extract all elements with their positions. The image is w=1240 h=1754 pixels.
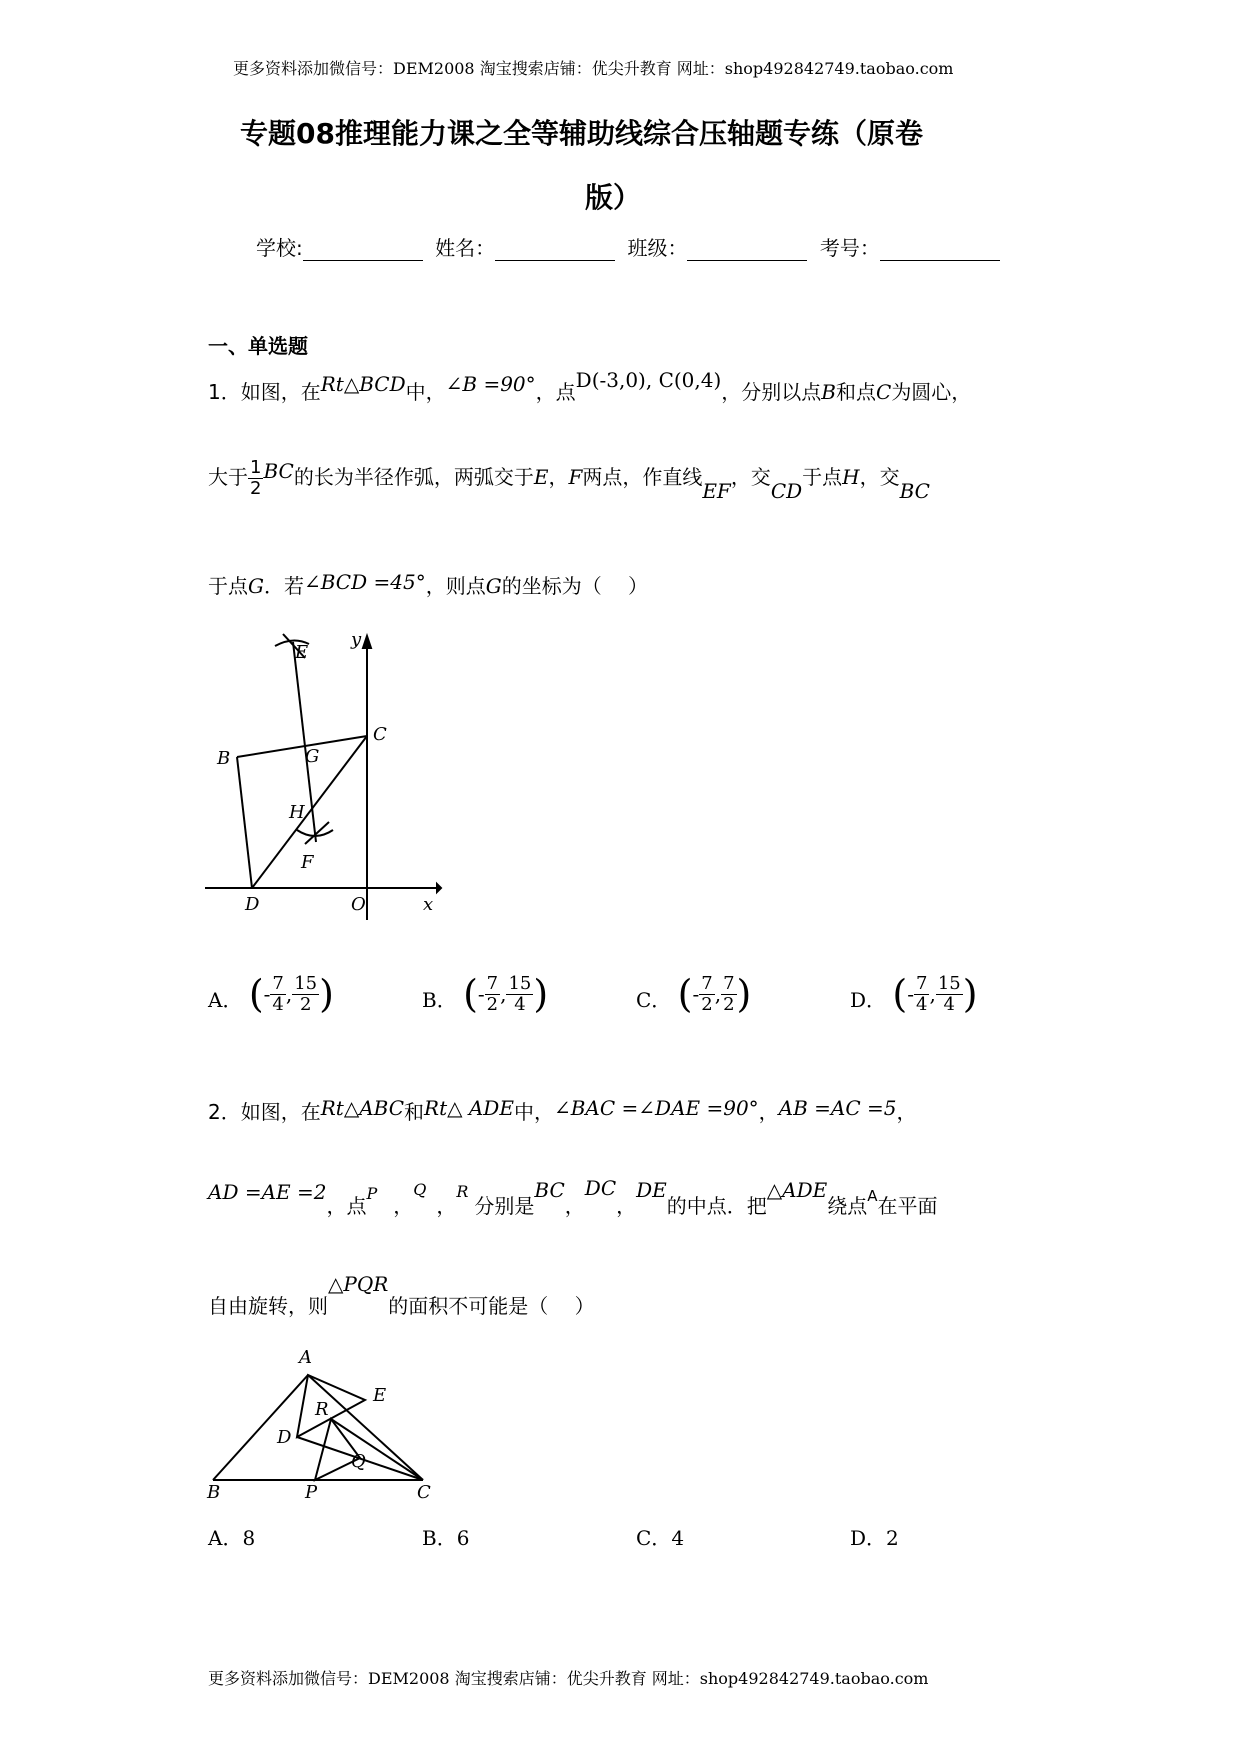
school-field[interactable] [303,238,423,261]
denominator: 2 [486,993,499,1015]
q1-text: 中， [405,380,446,404]
q1-point-c: C [876,380,892,404]
fraction [292,974,319,1015]
name-label: 姓名： [435,236,496,260]
fraction-denominator: 2 [250,477,262,499]
student-info-fields [256,232,1006,261]
q1-text: ， [548,464,569,489]
exam-number-label: 考号： [819,236,880,260]
q1-options [208,972,1208,1036]
denominator: 2 [701,993,713,1015]
label-q: Q [351,1451,366,1472]
denominator: 2 [299,993,312,1015]
q1-text: 大于 [208,464,248,489]
option-letter: A． [208,988,243,1012]
label-r: R [315,1399,329,1420]
q2-equation: AD =AE =2 [208,1180,327,1204]
denominator: 2 [723,993,735,1015]
numerator: 7 [723,972,735,994]
numerator: 7 [272,972,284,994]
label-e: E [295,642,309,663]
q2-text: ， [393,1194,414,1218]
numerator: 15 [508,972,532,994]
q1-angle: ∠BCD =45° [303,570,426,594]
q2-text: ， [616,1194,637,1218]
label-x: x [423,894,434,915]
segment-bd [237,757,252,888]
option-coordinates: ( - $\frac{7}{4}$ , $\frac{15}{2}$ ) [248,972,334,1016]
numerator: 7 [916,972,928,994]
label-c: C [373,724,387,745]
q1-text: 于点 [208,574,248,598]
q2-segment-dc: DC [584,1176,617,1200]
q2-text: 的中点．把 [666,1194,767,1218]
fraction [936,974,963,1015]
numerator: 15 [937,972,961,994]
exam-number-field[interactable] [880,238,1000,261]
fraction [485,974,500,1015]
option-letter: C． [636,988,672,1012]
option-letter: A． [208,1526,243,1550]
label-o: O [351,894,366,915]
q1-text: ，交 [730,464,771,489]
q1-half-fraction [248,458,263,499]
q1-text: ．若 [263,574,304,598]
sign: - [263,982,271,1006]
y-axis-arrow [363,636,371,648]
name-field[interactable] [495,238,615,261]
option-coordinates: ( - $\frac{7}{2}$ , $\frac{15}{4}$ ) [463,972,549,1016]
q2-triangle-ade: Rt△ ADE [424,1096,514,1120]
q1-segment-cd: CD [770,478,803,503]
q1-option-b[interactable] [422,972,548,1016]
fraction [699,974,714,1015]
fraction [721,974,736,1015]
option-coordinates: ( - $\frac{7}{2}$ , $\frac{7}{2}$ ) [677,972,752,1016]
page-header: 更多资料添加微信号：DEM2008 淘宝搜索店铺：优尖升教育 网址：shop492842749.taobao.com [233,59,954,78]
q2-option-d[interactable] [850,1522,899,1551]
fraction [506,974,533,1015]
q2-triangle-ade: △ADE [766,1178,828,1202]
q1-line-ef: EF [702,478,731,503]
q1-text: 和点 [836,380,876,404]
q1-text: 1．如图，在 [208,380,321,404]
q2-line2 [208,1176,938,1219]
q1-triangle: Rt△BCD [320,372,406,396]
option-letter: B． [422,1526,457,1550]
denominator: 4 [943,993,955,1015]
q1-text: ，交 [859,464,900,489]
q2-text: 绕点 [827,1194,868,1218]
triangle-ade [297,1375,365,1437]
q1-text: 于点 [802,464,843,489]
q1-figure [205,630,445,920]
q2-text: ， [436,1194,457,1218]
sign: - [907,982,914,1006]
q2-text: 和 [404,1100,425,1124]
numerator: 15 [294,972,318,994]
class-label: 班级： [627,236,688,260]
q2-text: ，点 [326,1194,367,1218]
q2-option-b[interactable] [422,1522,469,1551]
sign: - [692,982,700,1006]
section-heading: 一、单选题 [208,334,308,358]
q1-text: 为圆心， [891,380,972,404]
q2-text: ， [564,1194,585,1218]
class-field[interactable] [687,238,807,261]
label-b: B [207,1482,221,1500]
segment-ab [213,1375,308,1480]
fraction [914,974,929,1015]
q1-text: 的长为半径作弧，两弧交于 [293,464,534,489]
q1-text: 的坐标为（ ） [501,574,649,598]
q2-point-r: R [456,1182,469,1201]
q2-line3 [208,1272,595,1319]
q2-options [208,1522,1208,1552]
label-d: D [277,1427,292,1448]
option-letter: B． [422,988,457,1012]
q2-text: 在平面 [877,1194,938,1218]
q2-triangle-pqr: △PQR [328,1272,389,1296]
q1-angle: ∠B =90° [445,372,536,396]
sign: - [477,982,485,1006]
denominator: 4 [272,993,284,1015]
q2-segment-bc: BC [534,1178,565,1202]
q2-text: 的面积不可能是（ ） [388,1294,595,1318]
q2-option-c[interactable] [636,1522,684,1551]
page-footer: 更多资料添加微信号：DEM2008 淘宝搜索店铺：优尖升教育 网址：shop492842749.taobao.com [208,1669,929,1688]
q1-option-a[interactable] [208,972,334,1016]
q1-point-f: F [568,464,583,489]
label-a: A [299,1347,312,1368]
option-letter: C． [636,1526,672,1550]
q1-segment-bc: BC [899,478,930,503]
q1-segment-bc: BC [263,458,294,483]
page-title: 专题08推理能力课之全等辅助线综合压轴题专练（原卷 [240,117,923,150]
option-coordinates: ( - $\frac{7}{4}$ , $\frac{15}{4}$ ) [892,972,978,1016]
label-p: P [305,1482,318,1500]
q2-text: ， [896,1100,917,1124]
option-letter: D． [850,1526,887,1550]
denominator: 4 [916,993,928,1015]
q2-figure [205,1345,450,1500]
label-b: B [217,748,231,769]
numerator: 7 [486,972,499,994]
q1-option-d[interactable] [850,972,978,1016]
fraction-numerator: 1 [250,457,262,478]
q1-text: ，点 [535,380,576,404]
q1-point-g: G [485,574,502,598]
option-value: 2 [886,1526,899,1550]
q2-equation: AB =AC =5 [778,1096,897,1120]
q2-point-p: P [366,1184,378,1203]
denominator: 4 [514,993,526,1015]
q2-angle: ∠BAC =∠DAE =90° [553,1096,759,1120]
label-y: y [351,630,362,650]
label-f: F [301,852,314,873]
option-value: 6 [456,1526,470,1550]
q1-line1 [208,368,972,405]
q2-text: ， [758,1100,779,1124]
label-c: C [417,1482,431,1500]
segment-rc [331,1419,423,1480]
option-letter: D． [850,988,887,1012]
q2-triangle-abc: Rt△ABC [320,1096,405,1120]
q2-segment-de: DE [636,1178,667,1202]
q1-text: ，分别以点 [721,380,822,404]
q1-option-c[interactable] [636,972,751,1016]
numerator: 7 [701,972,713,994]
fraction [270,974,285,1015]
label-d: D [245,894,260,915]
label-g: G [305,746,320,767]
q2-text: 自由旋转，则 [208,1294,328,1318]
q2-option-a[interactable] [208,1522,255,1551]
q2-text: 2．如图，在 [208,1100,321,1124]
q1-points: D(-3,0), C(0,4) [575,368,722,392]
label-e: E [373,1385,387,1406]
x-axis-arrow [437,884,441,892]
q1-point-g: G [248,574,264,598]
q1-point-e: E [533,464,549,489]
page-title-continued: 版） [585,181,642,214]
option-value: 4 [671,1526,685,1550]
q2-line1 [208,1096,917,1125]
q2-point-a: A [867,1187,878,1205]
q1-point-h: H [842,464,860,489]
q1-text: ，则点 [425,574,486,598]
q2-text: 分别是 [474,1194,535,1218]
segment-bc [237,736,367,757]
q1-line3 [208,570,648,599]
q2-point-q: Q [413,1180,427,1199]
q1-point-b: B [821,380,836,404]
school-label: 学校: [256,236,303,260]
q1-text: 两点，作直线 [582,464,703,489]
option-value: 8 [242,1526,256,1550]
label-h: H [289,802,305,823]
q1-line2 [208,457,930,503]
q2-text: 中， [513,1100,554,1124]
